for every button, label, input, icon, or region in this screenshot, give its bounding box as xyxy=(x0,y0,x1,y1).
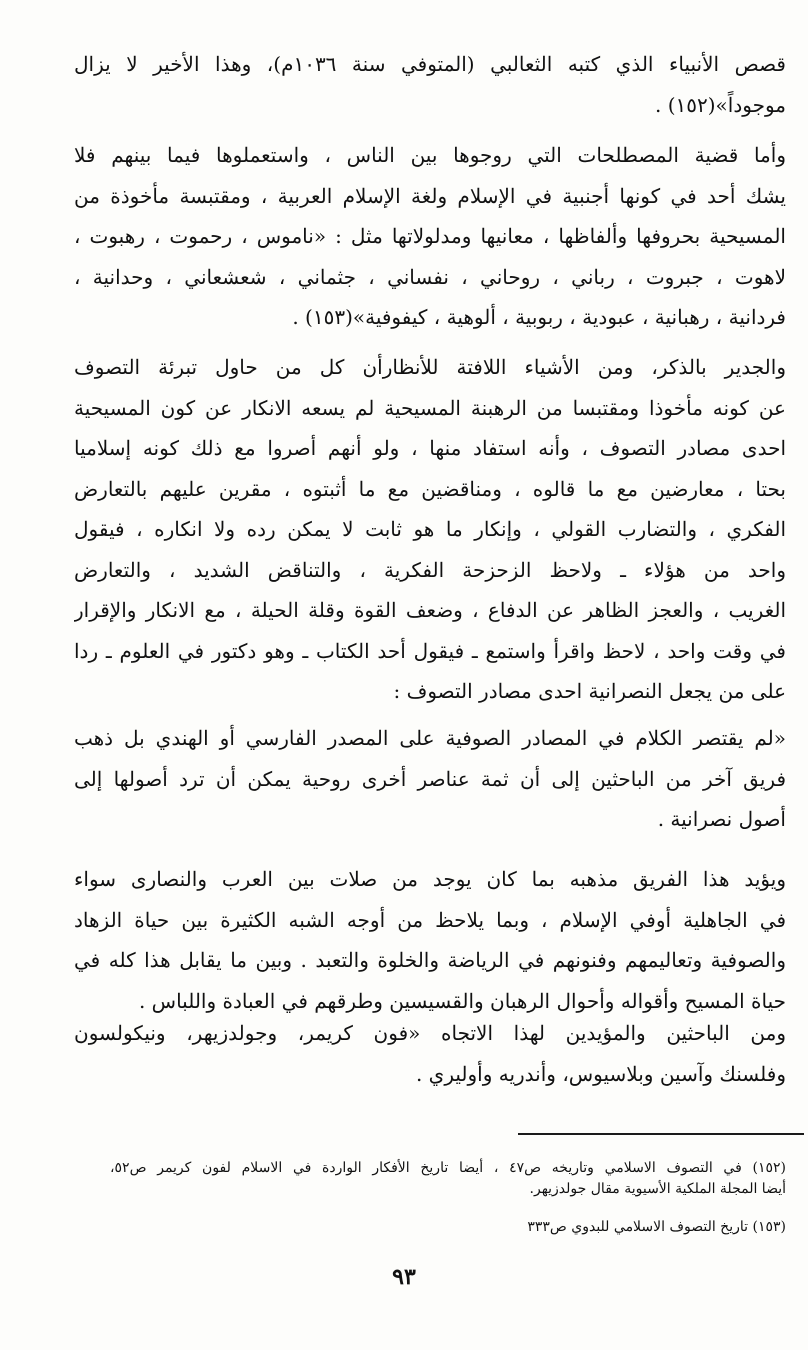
text-line: فريق آخر من الباحثين إلى أن ثمة عناصر أخرى روحية يمكن أن ترد أصولها إلى xyxy=(74,766,786,791)
text-line: في الجاهلية أوفي الإسلام ، وبما يلاحظ من أوجه الشبه الكثيرة بين حياة الزهاد xyxy=(74,907,786,932)
text-line: عن كونه مأخوذا ومقتبسا من الرهبنة المسيحية لم يسعه الانكار عن كون المسيحية xyxy=(74,395,786,420)
text-line: حياة المسيح وأقواله وأحوال الرهبان والقسيسين وطرقهم في العبادة واللباس . xyxy=(138,988,786,1013)
footnote-line: (١٥٢) في التصوف الاسلامي وتاريخه ص٤٧ ، أيضا تاريخ الأفكار الواردة في الاسلام لفون كريمر ص٥٢، xyxy=(110,1160,786,1176)
text-line: على من يجعل النصرانية احدى مصادر التصوف : xyxy=(393,679,786,703)
text-line: احدى مصادر التصوف ، وأنه استفاد منها ، ولو أنهم أصروا مع ذلك كونه إسلاميا xyxy=(74,436,786,460)
text-line: بحتا ، معارضين مع ما قالوه ، ومناقضين مع ما أثبتوه ، مقرين عليهم بالتعارض xyxy=(74,476,786,501)
text-line: وفلسنك وآسين وبلاسيوس، وأندريه وأوليري . xyxy=(415,1061,786,1086)
text-line: قصص الأنبياء الذي كتبه الثعالبي (المتوفي سنة ١٠٣٦م)، وهذا الأخير لا يزال xyxy=(74,52,786,76)
text-line: موجوداً»(١٥٢) . xyxy=(654,92,786,117)
text-line: الغريب ، والعجز الظاهر عن الدفاع ، وضعف القوة وقلة الحيلة ، مع الانكار والإقرار xyxy=(74,598,786,622)
text-line: ومن الباحثين والمؤيدين لهذا الاتجاه «فون كريمر، وجولدزيهر، ونيكولسون xyxy=(74,1021,786,1045)
paragraph xyxy=(74,1013,786,1094)
text-line: يشك أحد في كونها أجنبية في الإسلام ولغة الإسلام العربية ، ومقتبسة مأخوذة من xyxy=(74,183,786,208)
text-line: والجدير بالذكر، ومن الأشياء اللافتة للأنظارأن كل من حاول تبرئة التصوف xyxy=(74,355,786,379)
text-line: واحد من هؤلاء ـ ولاحظ الزحزحة الفكرية ، والتناقض الشديد ، والتعارض xyxy=(74,557,786,582)
footnote-line: (١٥٣) تاريخ التصوف الاسلامي للبدوي ص٣٣٣ xyxy=(527,1219,786,1235)
text-line: ويؤيد هذا الفريق مذهبه بما كان يوجد من صلات بين العرب والنصارى سواء xyxy=(74,867,786,891)
text-line: الفكري ، والتضارب القولي ، وإنكار ما هو ثابت لا يمكن رده ولا انكاره ، فيقول xyxy=(74,517,786,541)
paragraph xyxy=(74,135,786,338)
text-line: وأما قضية المصطلحات التي روجوها بين الناس ، واستعملوها فيما بينهم فلا xyxy=(74,143,786,167)
text-line: فردانية ، رهبانية ، عبودية ، ربوبية ، ألوهية ، كيفوفية»(١٥٣) . xyxy=(292,305,786,329)
text-line: المسيحية بحروفها وألفاظها ، معانيها ومدلولاتها مثل : «ناموس ، رحموت ، رهبوت ، xyxy=(74,224,786,248)
page-number: ٩٣ xyxy=(392,1264,416,1290)
footnote xyxy=(110,1158,786,1200)
text-line: في وقت واحد ، لاحظ واقرأ واستمع ـ فيقول أحد الكتاب ـ وهو دكتور في العلوم ـ ردا xyxy=(74,638,786,663)
paragraph xyxy=(74,347,786,712)
paragraph xyxy=(74,44,786,125)
block-quote xyxy=(74,718,786,840)
footnote xyxy=(110,1217,786,1238)
text-line: لاهوت ، جبروت ، رباني ، روحاني ، نفساني ، جثماني ، شعشعاني ، وحدانية ، xyxy=(74,264,786,289)
paragraph xyxy=(74,859,786,1021)
footnote-line: أيضا المجلة الملكية الأسيوية مقال جولدزيهر. xyxy=(529,1181,786,1197)
text-line: أصول نصرانية . xyxy=(657,807,786,831)
text-line: والصوفية وتعاليمهم وفنونهم في الرياضة والخلوة والتعبد . وبين ما يقابل هذا كله في xyxy=(74,948,786,972)
text-line: «لم يقتصر الكلام في المصادر الصوفية على المصدر الفارسي أو الهندي بل ذهب xyxy=(74,726,786,750)
footnote-separator xyxy=(518,1133,804,1135)
